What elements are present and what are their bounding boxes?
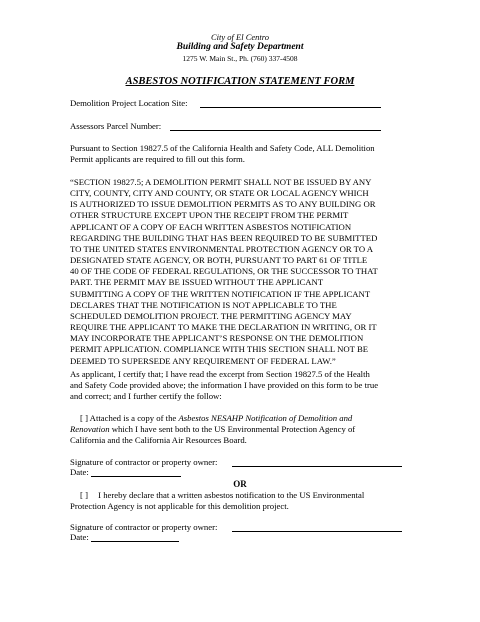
not-applicable-checkbox[interactable]: [ ] [80, 490, 88, 500]
quote-line: SUBMITTING A COPY OF THE WRITTEN NOTIFICATION IF THE APPLICANT [70, 288, 371, 299]
quote-line: “SECTION 19827.5; A DEMOLITION PERMIT SHALL NOT BE ISSUED BY ANY [70, 177, 372, 187]
location-input-line[interactable] [200, 107, 381, 108]
intro-line-1: Pursuant to Section 19827.5 of the California Health and Safety Code, ALL Demolition [70, 143, 375, 153]
certify-line-2: and Safety Code provided above; the information I have provided on this form to be true [70, 380, 379, 390]
date-label-1: Date: [70, 467, 89, 477]
quote-line: DESIGNATED STATE AGENCY, OR BOTH, PURSUANT TO PART 61 OF TITLE [70, 255, 368, 266]
intro-line-2: Permit applicants are required to fill out this form. [70, 154, 245, 164]
option-attached [80, 413, 420, 424]
attached-text-cont: which I have sent both to the US Environmental Protection Agency of [109, 424, 356, 434]
attached-checkbox[interactable]: [ ] [80, 413, 88, 423]
quote-line: PERMIT APPLICATION. COMPLIANCE WITH THIS SECTION SHALL NOT BE [70, 344, 369, 355]
quote-line: REQUIRE THE APPLICANT TO MAKE THE DECLARATION IN WRITING, OR IT [70, 322, 377, 333]
or-separator: OR [233, 479, 247, 489]
quote-line: DECLARES THAT THE NOTIFICATION IS NOT APPLICABLE TO THE [70, 299, 337, 310]
not-applicable-text-2: Protection Agency is not applicable for this demolition project. [70, 501, 289, 511]
signature-field-1[interactable] [232, 466, 402, 467]
option-not-applicable [80, 490, 420, 501]
quote-line: DEEMED TO SUPERSEDE ANY REQUIREMENT OF FEDERAL LAW.” [70, 355, 336, 366]
quote-line: APPLICANT OF A COPY OF EACH WRITTEN ASBESTOS NOTIFICATION [70, 221, 352, 232]
certify-line-3: and correct; and I further certify the follow: [70, 391, 222, 401]
quote-line: SCHEDULED DEMOLITION PROJECT. THE PERMITTING AGENCY MAY [70, 310, 352, 321]
department-address: 1275 W. Main St., Ph. (760) 337-4508 [182, 54, 298, 63]
location-label: Demolition Project Location Site: [70, 98, 188, 108]
date-field-2[interactable] [91, 541, 179, 542]
quote-line: IS AUTHORIZED TO ISSUE DEMOLITION PERMITS AS TO ANY BUILDING OR [70, 199, 376, 210]
date-field-1[interactable] [91, 476, 181, 477]
quote-line: TO THE UNITED STATES ENVIRONMENTAL PROTECTION AGENCY OR TO A [70, 243, 374, 254]
attached-text: Attached is a copy of the [89, 413, 179, 423]
parcel-input-line[interactable] [170, 130, 381, 131]
signature-label-1: Signature of contractor or property owner: [70, 457, 218, 467]
signature-field-2[interactable] [232, 531, 402, 532]
certify-line-1: As applicant, I certify that; I have read the excerpt from Section 19827.5 of the Health [70, 369, 370, 379]
department-name: Building and Safety Department [176, 42, 304, 52]
statute-quote [70, 177, 418, 367]
date-label-2: Date: [70, 532, 89, 542]
option-attached-line-2 [70, 424, 420, 435]
attached-doc-title-cont: Renovation [70, 424, 110, 434]
attached-doc-title: Asbestos NESAHP Notification of Demolition and [178, 413, 353, 423]
quote-line: OTHER STRUCTURE EXCEPT UPON THE RECEIPT FROM THE PERMIT [70, 210, 349, 221]
signature-label-2: Signature of contractor or property owner: [70, 522, 218, 532]
quote-line: CITY, COUNTY, CITY AND COUNTY, OR STATE OR LOCAL AGENCY WHICH [70, 188, 369, 199]
form-title: ASBESTOS NOTIFICATION STATEMENT FORM [125, 76, 355, 87]
not-applicable-text: I hereby declare that a written asbestos notification to the US Environmental [98, 490, 365, 500]
quote-line: REGARDING THE BUILDING THAT HAS BEEN REQUIRED TO BE SUBMITTED [70, 232, 378, 243]
option-attached-line-3: California and the California Air Resources Board. [70, 435, 247, 445]
quote-line: PART. THE PERMIT MAY BE ISSUED WITHOUT THE APPLICANT [70, 277, 324, 288]
quote-line: 40 OF THE CODE OF FEDERAL REGULATIONS, OR THE SUCCESSOR TO THAT [70, 266, 378, 277]
city-name: City of El Centro [210, 32, 269, 42]
parcel-label: Assessors Parcel Number: [70, 121, 162, 131]
quote-line: MAY INCORPORATE THE APPLICANT’S RESPONSE ON THE DEMOLITION [70, 333, 364, 344]
